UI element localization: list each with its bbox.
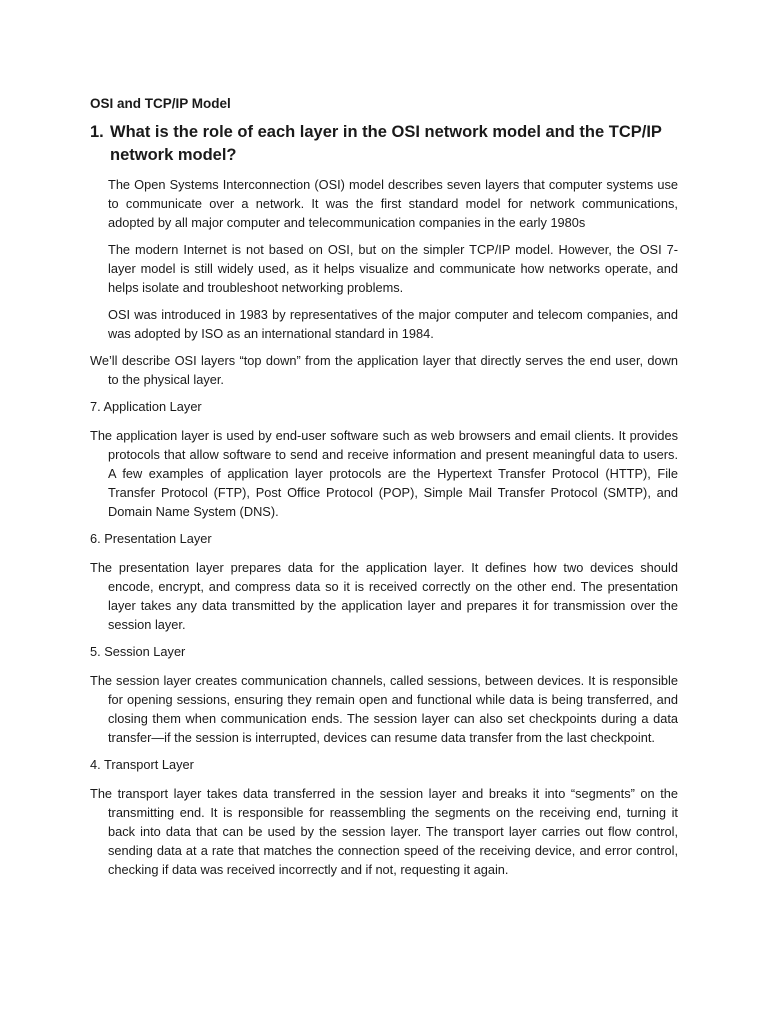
layer-heading-session: 5. Session Layer	[90, 644, 186, 659]
intro-paragraph-1: The Open Systems Interconnection (OSI) model describes seven layers that computer systems use to communicate over a network. It was the first standard model for network communications, adopted by all major computer and telecommunication companies in the early 1980s	[108, 177, 678, 230]
overview-paragraph: We’ll describe OSI layers “top down” from the application layer that directly serves the end user, down to the physical layer.	[90, 353, 678, 387]
layer-heading-application: 7. Application Layer	[90, 399, 202, 414]
intro-paragraph-2: The modern Internet is not based on OSI, but on the simpler TCP/IP model. However, the OSI 7-layer model is still widely used, as it helps visualize and communicate how networks operate, and helps isolate and troubleshoot networking problems.	[108, 242, 678, 295]
layer-text-application: The application layer is used by end-user software such as web browsers and email clients. It provides protocols that allow software to send and receive information and present meaningful data to users. A few examples of application layer protocols are the Hypertext Transfer Protocol (HTTP), File Transfer Protocol (FTP), Post Office Protocol (POP), Simple Mail Transfer Protocol (SMTP), and Domain Name System (DNS).	[90, 428, 678, 519]
layer-heading-transport: 4. Transport Layer	[90, 757, 194, 772]
layer-text-transport: The transport layer takes data transferred in the session layer and breaks it into “segments” on the transmitting end. It is responsible for reassembling the segments on the receiving end, turning it back into data that can be used by the session layer. The transport layer carries out flow control, sending data at a rate that matches the connection speed of the receiving device, and error control, checking if data was received incorrectly and if not, requesting it again.	[90, 786, 678, 877]
intro-paragraph-3: OSI was introduced in 1983 by representatives of the major computer and telecom companies, and was adopted by ISO as an international standard in 1984.	[108, 307, 678, 341]
layer-heading-presentation: 6. Presentation Layer	[90, 531, 212, 546]
document-title: OSI and TCP/IP Model	[90, 96, 231, 111]
layer-text-session: The session layer creates communication channels, called sessions, between devices. It is responsible for opening sessions, ensuring they remain open and functional while data is being transferred, and closing them when communication ends. The session layer can also set checkpoints during a data transfer—if the session is interrupted, devices can resume data transfer from the last checkpoint.	[90, 673, 678, 745]
question-text: What is the role of each layer in the OSI network model and the TCP/IP network model?	[110, 123, 662, 164]
question-heading	[90, 121, 678, 166]
question-number: 1.	[90, 123, 104, 141]
layer-text-presentation: The presentation layer prepares data for the application layer. It defines how two devices should encode, encrypt, and compress data so it is received correctly on the other end. The presentation layer takes any data transmitted by the application layer and prepares it for transmission over the session layer.	[90, 560, 678, 632]
